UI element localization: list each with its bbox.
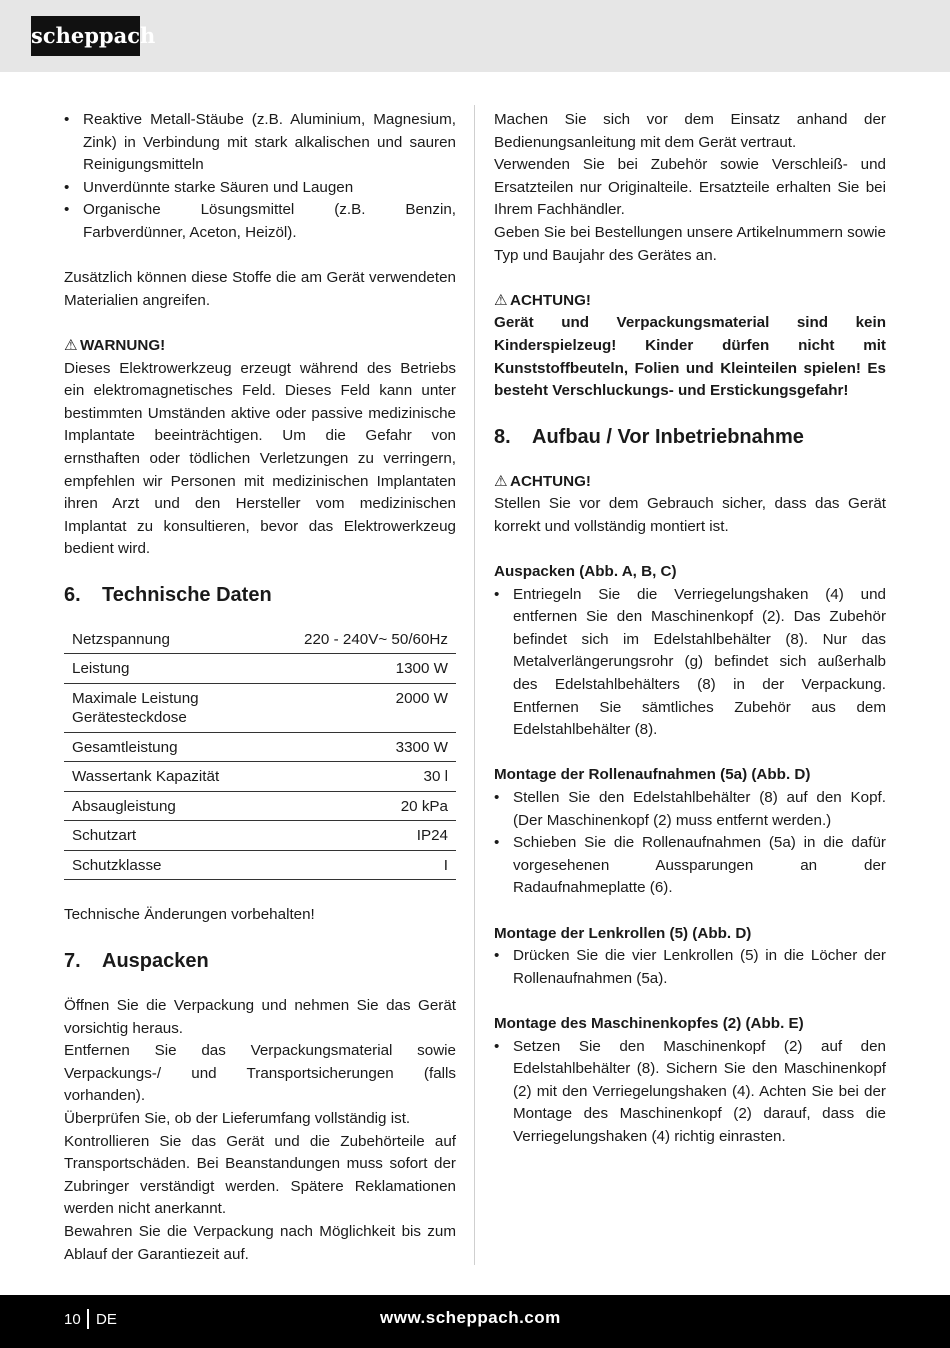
list-item: • Reaktive Metall-Stäube (z.B. Aluminium, Magnesium, Zink) in Verbindung mit stark alkalischen und sauren Reinigungsmitteln (64, 109, 456, 177)
table-row (64, 791, 456, 821)
warning-text: Dieses Elektrowerkzeug erzeugt während des Betriebs ein elektromagnetisches Feld. Dieses Feld kann unter bestimmten Umständen aktive oder passive medizinische Implantate beeinträchtigen. Um die Gefahr von ernsthaften oder tödlichen Verletzungen zu verringern, empfehlen wir Personen mit medizinischen Implantaten ihren Arzt und den Hersteller vom medizinischen Implantat zu konsultieren, bevor das Elektrowerkzeug bedient wird. (64, 359, 456, 558)
auspacken-list (494, 584, 886, 742)
section-number: 8. (494, 425, 511, 448)
spec-value: 220 - 240V~ 50/60Hz (260, 625, 456, 654)
section-title: Auspacken (102, 949, 209, 972)
list-item: • Stellen Sie den Edelstahlbehälter (8) auf den Kopf. (Der Maschinenkopf (2) muss entfernt werden.) (494, 787, 886, 832)
spec-label: Maximale Leistung Gerätesteckdose (64, 683, 260, 732)
subheading-maschinenkopf: Montage des Maschinenkopfes (2) (Abb. E) (494, 1014, 804, 1032)
subheading-lenkrollen: Montage der Lenkrollen (5) (Abb. D) (494, 924, 752, 942)
paragraph: Geben Sie bei Bestellungen unsere Artikelnummern sowie Typ und Baujahr des Gerätes an. (494, 223, 886, 264)
spec-label: Schutzklasse (64, 850, 260, 880)
list-item: • Schieben Sie die Rollenaufnahmen (5a) in die dafür vorgesehenen Aussparungen an der Radaufnahmeplatte (6). (494, 832, 886, 900)
paragraph: Bewahren Sie die Verpackung nach Möglichkeit bis zum Ablauf der Garantiezeit auf. (64, 1222, 456, 1263)
spec-value: I (260, 850, 456, 880)
caution-heading (494, 471, 886, 494)
paragraph-zusatz: Zusätzlich können diese Stoffe die am Gerät verwendeten Materialien angreifen. (64, 269, 456, 309)
rollenaufnahmen-list (494, 787, 886, 900)
spec-label: Wassertank Kapazität (64, 762, 260, 792)
scheppach-logo: scheppach (31, 16, 140, 56)
spec-value: 3300 W (260, 732, 456, 762)
footer-separator (87, 1309, 89, 1329)
spec-label: Absaugleistung (64, 791, 260, 821)
page-footer (0, 1295, 950, 1348)
language-code: DE (96, 1311, 117, 1328)
caution-heading (494, 290, 886, 313)
paragraph: Verwenden Sie bei Zubehör sowie Verschleiß- und Ersatzteilen nur Originalteile. Ersatzteile erhalten Sie bei Ihrem Fachhändler. (494, 156, 886, 219)
subheading-rollenaufnahmen: Montage der Rollenaufnahmen (5a) (Abb. D) (494, 766, 811, 784)
paragraph: Entfernen Sie das Verpackungsmaterial sowie Verpackungs-/ und Transportsicherungen (falls vorhanden). (64, 1042, 456, 1105)
hazard-substances-list (64, 109, 456, 245)
tech-note: Technische Änderungen vorbehalten! (64, 906, 315, 924)
page-header (0, 0, 950, 72)
spec-value: IP24 (260, 821, 456, 851)
paragraph: Überprüfen Sie, ob der Lieferumfang vollständig ist. (64, 1109, 411, 1127)
table-row (64, 850, 456, 880)
right-column (494, 109, 886, 1149)
column-divider (474, 105, 475, 1265)
section-number: 6. (64, 583, 81, 606)
warning-heading (64, 335, 456, 358)
section-title: Aufbau / Vor Inbetriebnahme (532, 425, 804, 448)
table-row (64, 625, 456, 654)
lenkrollen-list (494, 945, 886, 990)
caution-text: Gerät und Verpackungsmaterial sind kein Kinderspielzeug! Kinder dürfen nicht mit Kunststoffbeuteln, Folien und Kleinteilen spielen! Es besteht Verschluckungs- und Erstickungsgefahr! (494, 314, 886, 400)
section-title: Technische Daten (102, 583, 272, 606)
section-number: 7. (64, 949, 81, 972)
section-heading-8 (494, 425, 886, 449)
table-row (64, 762, 456, 792)
list-item: • Unverdünnte starke Säuren und Laugen (64, 177, 456, 200)
warning-triangle-icon: ⚠ (494, 472, 508, 490)
spec-value: 20 kPa (260, 791, 456, 821)
subheading-auspacken: Auspacken (Abb. A, B, C) (494, 563, 677, 581)
table-row (64, 821, 456, 851)
list-item: • Organische Lösungsmittel (z.B. Benzin, Farbverdünner, Aceton, Heizöl). (64, 199, 456, 244)
warning-triangle-icon: ⚠ (494, 291, 508, 309)
spec-label: Gesamtleistung (64, 732, 260, 762)
maschinenkopf-list (494, 1036, 886, 1149)
spec-label: Leistung (64, 654, 260, 684)
list-item: • Entriegeln Sie die Verriegelungshaken (4) und entfernen Sie den Maschinenkopf (2). Das Zubehör befindet sich im Edelstahlbehälter (8). Nur das Metalverlängerungsrohr (g) befindet sich außerhalb des Edelstahlbehälters (8) in der Verpackung. Entfernen Sie sämtliches Zubehör aus dem Edelstahlbehälter (8). (494, 584, 886, 742)
table-row (64, 732, 456, 762)
page-number: 10 (64, 1311, 81, 1328)
table-row (64, 683, 456, 732)
list-item: • Drücken Sie die vier Lenkrollen (5) in die Löcher der Rollenaufnahmen (5a). (494, 945, 886, 990)
section-heading-6 (64, 583, 456, 607)
caution-title: ACHTUNG! (510, 291, 591, 309)
paragraph: Machen Sie sich vor dem Einsatz anhand der Bedienungsanleitung mit dem Gerät vertraut. (494, 111, 886, 151)
warning-triangle-icon: ⚠ (64, 336, 78, 354)
caution-text: Stellen Sie vor dem Gebrauch sicher, dass das Gerät korrekt und vollständig montiert ist. (494, 495, 886, 535)
caution-title: ACHTUNG! (510, 472, 591, 490)
spec-label: Netzspannung (64, 625, 260, 654)
spec-table (64, 625, 456, 881)
section-heading-7 (64, 949, 456, 973)
spec-value: 30 l (260, 762, 456, 792)
list-item: • Setzen Sie den Maschinenkopf (2) auf den Edelstahlbehälter (8). Sichern Sie den Maschinenkopf (2) mit den Verriegelungshaken (4). Achten Sie bei der Montage des Maschinenkopf (2) darauf, dass die Verriegelungshaken (4) richtig einrasten. (494, 1036, 886, 1149)
paragraph: Öffnen Sie die Verpackung und nehmen Sie das Gerät vorsichtig heraus. (64, 996, 456, 1037)
left-column (64, 109, 456, 1266)
table-row (64, 654, 456, 684)
spec-value: 1300 W (260, 654, 456, 684)
spec-label: Schutzart (64, 821, 260, 851)
spec-value: 2000 W (260, 683, 456, 732)
paragraph: Kontrollieren Sie das Gerät und die Zubehörteile auf Transportschäden. Bei Beanstandungen muss sofort der Zubringer verständigt werden. Spätere Reklamationen werden nicht anerkannt. (64, 1132, 456, 1218)
website-url: www.scheppach.com (380, 1308, 561, 1327)
warning-title: WARNUNG! (80, 336, 166, 354)
